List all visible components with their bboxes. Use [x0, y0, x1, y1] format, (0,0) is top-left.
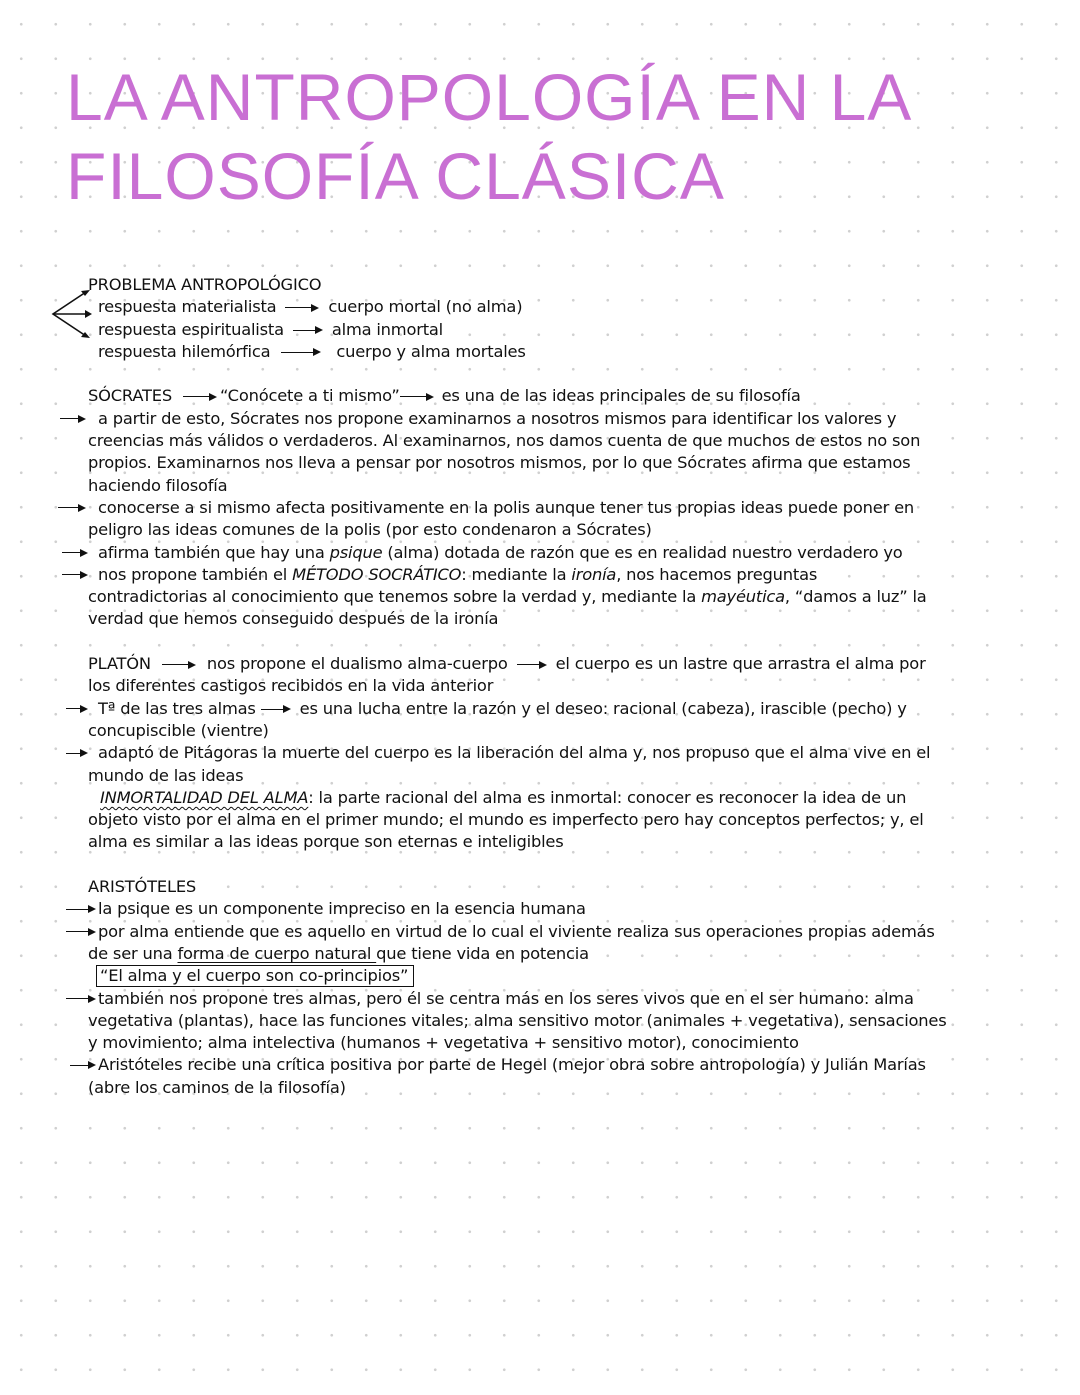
list-item	[88, 341, 918, 363]
arrow-right-icon	[70, 1059, 96, 1071]
arrow-right-icon	[183, 391, 217, 403]
item-result: cuerpo mortal (no alma)	[328, 297, 523, 317]
arrow-right-icon	[281, 346, 321, 358]
arrow-right-icon	[60, 413, 86, 425]
paragraph-line: también nos propone tres almas, pero él se centra más en los seres vivos que en el ser humano: alma	[88, 988, 918, 1010]
paragraph-line: por alma entiende que es aquello en virtud de lo cual el viviente realiza sus operaciones propias además	[88, 921, 918, 943]
page-title	[66, 58, 912, 216]
arrow-right-icon	[66, 926, 96, 938]
section-heading-line	[88, 385, 918, 407]
item-label: respuesta hilemórfica	[98, 341, 271, 361]
item-result: cuerpo y alma mortales	[336, 341, 526, 361]
arrow-right-icon	[62, 547, 88, 559]
arrow-right-icon	[66, 993, 96, 1005]
immortality-label: INMORTALIDAD DEL ALMA	[100, 787, 309, 807]
item-label: respuesta materialista	[98, 297, 277, 317]
section-heading: ARISTÓTELES	[88, 877, 197, 897]
section-socrates: SÓCRATES “Conócete a ti mismo” es una de las ideas principales de su filosofía a partir de esto, Sócrates nos propone examinarnos a nosotros mismos para identificar los valores y creencias más válidos o verdaderos. Al examinarnos, nos damos cuenta de que muchos de estos no son propios. Examinarnos nos lleva a pensar por nosotros mismos, por lo que Sócrates afirma que estamos haciendo filosofía conocerse a si mismo afecta positivamente en la polis aunque tener tus propias ideas puede poner en peligro las ideas comunes de la polis (por esto condenaron a Sócrates) afirma también que hay una psique (alma) dotada de razón que es en realidad nuestro verdadero yo nos propone también el MÉTODO SOCRÁTICO: mediante la ironía, nos hacemos preguntas contradictorias al conocimiento que tenemos sobre la verdad y, mediante la mayéutica, “damos a luz” la verdad que hemos conseguido después de la ironía	[88, 385, 918, 630]
socrates-quote: “Conócete a ti mismo”	[220, 386, 400, 406]
arrow-right-icon	[285, 302, 319, 314]
paragraph-line: la psique es un componente impreciso en la esencia humana	[88, 898, 918, 920]
arrow-right-icon	[400, 391, 434, 403]
section-heading: PROBLEMA ANTROPOLÓGICO	[88, 275, 322, 294]
notes-body	[88, 274, 947, 1099]
arrow-right-icon	[517, 659, 547, 671]
paragraph-line: conocerse a si mismo afecta positivamente en la polis aunque tener tus propias ideas puede poner en	[88, 497, 918, 519]
paragraph-line: Aristóteles recibe una crítica positiva por parte de Hegel (mejor obra sobre antropología) y Julián Marías	[88, 1054, 918, 1076]
paragraph-line: INMORTALIDAD DEL ALMA: la parte racional del alma es inmortal: conocer es reconocer la idea de un	[88, 787, 918, 809]
section-aristoteles: ARISTÓTELES la psique es un componente impreciso en la esencia humana por alma entiende que es aquello en virtud de lo cual el viviente realiza sus operaciones propias además de ser una forma de cuerpo natural que tiene vida en potencia “El alma y el cuerpo son co-principios” también nos propone tres almas, pero él se centra más en los seres vivos que en el ser humano: alma vegetativa (plantas), hace las funciones vitales; alma sensitivo motor (animales + vegetativa), sensaciones y movimiento; alma intelectiva (humanos + vegetativa + sensitivo motor), conocimiento Aristóteles recibe una crítica positiva por parte de Hegel (mejor obra sobre antropología) y Julián Marías (abre los caminos de la filosofía)	[88, 876, 918, 1099]
arrow-right-icon	[66, 703, 88, 715]
arrow-right-icon	[66, 903, 96, 915]
section-heading: SÓCRATES	[88, 386, 173, 406]
paragraph-line: adaptó de Pitágoras la muerte del cuerpo es la liberación del alma y, nos propuso que el alma vive en el	[88, 742, 918, 764]
arrow-right-icon	[293, 324, 323, 336]
arrow-right-icon	[261, 703, 291, 715]
paragraph-line: nos propone también el MÉTODO SOCRÁTICO: mediante la ironía, nos hacemos preguntas	[88, 564, 918, 586]
list-item	[88, 319, 918, 341]
arrow-right-icon	[162, 659, 196, 671]
section-problema	[88, 274, 918, 363]
section-platon: PLATÓN nos propone el dualismo alma-cuerpo el cuerpo es un lastre que arrastra el alma por los diferentes castigos recibidos en la vida anterior Tª de las tres almas es una lucha entre la razón y el deseo: racional (cabeza), irascible (pecho) y concupiscible (vientre) adaptó de Pitágoras la muerte del cuerpo es la liberación del alma y, nos propuso que el alma vive en el mundo de las ideas INMORTALIDAD DEL ALMA: la parte racional del alma es inmortal: conocer es reconocer la idea de un objeto visto por el alma en el primer mundo; el mundo es imperfecto pero hay conceptos perfectos; y, el alma es similar a las ideas porque son eternas e inteligibles	[88, 653, 918, 854]
section-heading: PLATÓN	[88, 654, 151, 674]
list-item	[88, 296, 918, 318]
title-line-1: LA ANTROPOLOGÍA EN LA	[66, 60, 913, 134]
arrow-right-icon	[58, 502, 86, 514]
item-label: respuesta espiritualista	[98, 319, 284, 339]
paragraph-line: Tª de las tres almas es una lucha entre la razón y el deseo: racional (cabeza), irascible (pecho) y	[88, 698, 918, 720]
paragraph-line: a partir de esto, Sócrates nos propone examinarnos a nosotros mismos para identificar los valores y	[88, 408, 918, 430]
item-result: alma inmortal	[331, 319, 443, 339]
boxed-quote: “El alma y el cuerpo son co-principios”	[96, 965, 414, 987]
arrow-right-icon	[62, 569, 88, 581]
paragraph-line: afirma también que hay una psique (alma) dotada de razón que es en realidad nuestro verdadero yo	[88, 542, 918, 564]
arrow-right-icon	[66, 747, 88, 759]
title-line-2: FILOSOFÍA CLÁSICA	[66, 139, 725, 213]
section-heading-line: PLATÓN nos propone el dualismo alma-cuerpo el cuerpo es un lastre que arrastra el alma por	[88, 654, 926, 674]
socrates-quote-desc: es una de las ideas principales de su filosofía	[441, 386, 801, 406]
